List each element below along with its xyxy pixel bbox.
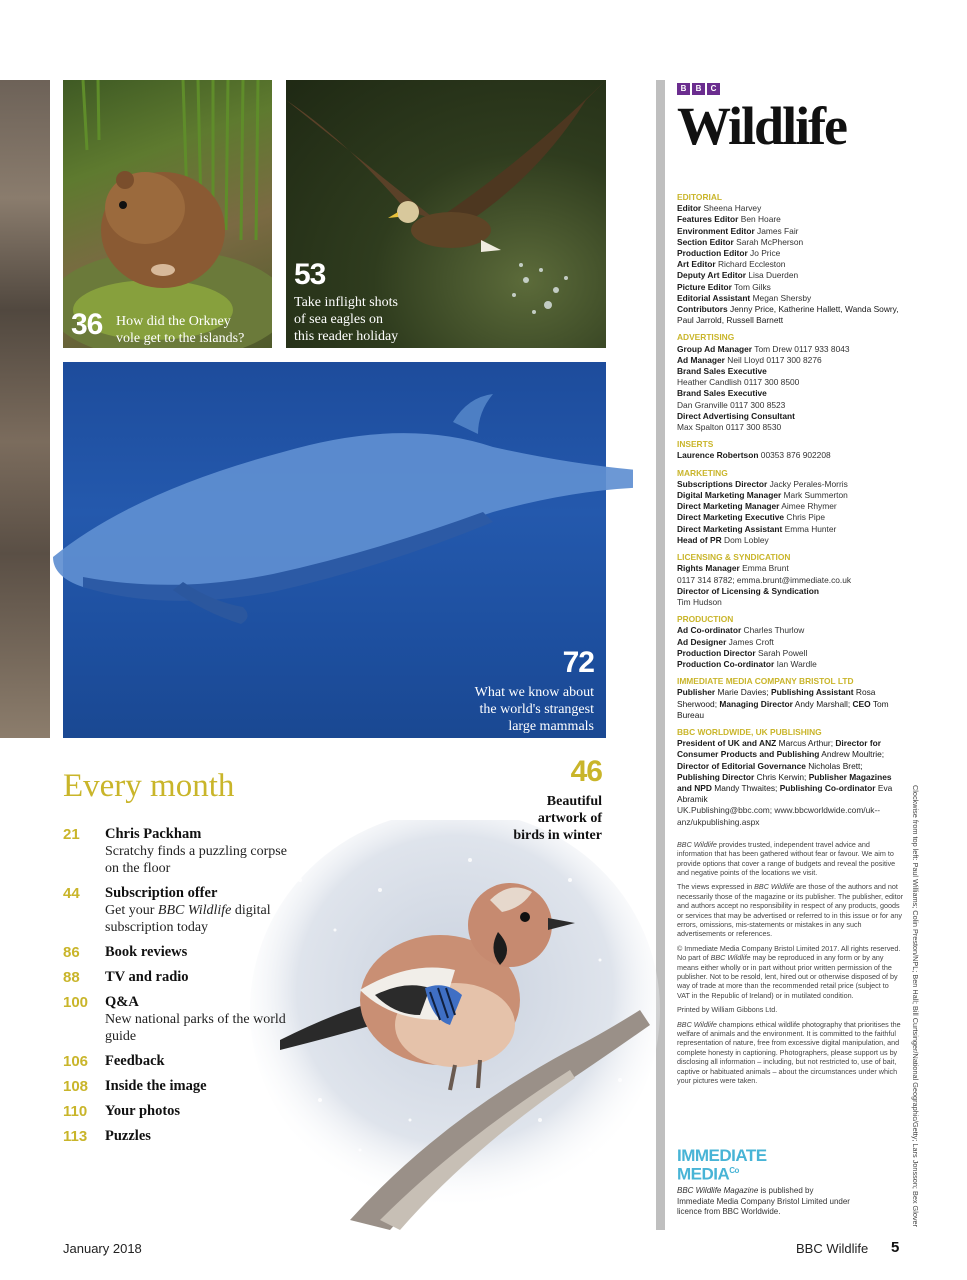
staff-role: Digital Marketing Manager xyxy=(677,490,782,501)
staff-name: Chris Kerwin; xyxy=(756,771,807,782)
staff-row xyxy=(677,659,903,670)
staff-section-heading: LICENSING & SYNDICATION xyxy=(677,552,791,563)
staff-name: Tom Drew 0117 933 8043 xyxy=(754,343,850,354)
list-item-title: Chris Packham xyxy=(105,826,202,842)
staff-row xyxy=(677,490,903,501)
list-item xyxy=(63,944,293,961)
staff-name: Jenny Price, Katherine Hallett, Wanda Sowry, Paul Jarrold, Russell Barnett xyxy=(677,304,899,326)
list-item-body xyxy=(105,885,293,936)
vole-caption-line: How did the Orkney xyxy=(116,314,231,329)
staff-row xyxy=(677,411,903,422)
staff-row xyxy=(677,293,903,304)
staff-role: Publisher Magazines and NPD xyxy=(677,771,892,793)
legal-italic: BBC Wildlife xyxy=(710,953,751,963)
list-item-body xyxy=(105,1128,293,1145)
staff-name: Jo Price xyxy=(750,248,781,259)
list-item-desc-text: digital subscription today xyxy=(105,903,271,935)
staff-row xyxy=(677,203,903,214)
staff-row xyxy=(677,237,903,248)
staff-row xyxy=(677,355,903,366)
staff-row xyxy=(677,270,903,281)
staff-row xyxy=(677,366,903,377)
advertising-rows xyxy=(677,344,903,434)
staff-name: Dom Lobley xyxy=(724,534,769,545)
list-item-desc xyxy=(105,902,293,936)
vole-caption xyxy=(116,313,244,347)
legal-text: may be reproduced in any form or by any means either wholly or in part without prior written permission of the publisher. Not to be resold, lent, hired out or otherwise disposed of by way of trade at more than the recommended retail price (subject to VAT in the Republic of Ireland) or in mutilated condition. xyxy=(677,953,898,1000)
eagle-caption-line: this reader holiday xyxy=(294,329,399,344)
staff-name: Dan Granville 0117 300 8523 xyxy=(677,399,786,410)
list-item-title: Inside the image xyxy=(105,1078,207,1094)
staff-role: Laurence Robertson xyxy=(677,450,759,461)
list-item-body xyxy=(105,994,293,1045)
eagle-caption-line: of sea eagles on xyxy=(294,312,384,327)
staff-name: Chris Pipe xyxy=(786,512,826,523)
staff-row xyxy=(677,637,903,648)
jay-caption xyxy=(470,793,602,844)
staff-name: Neil Lloyd 0117 300 8276 xyxy=(727,354,822,365)
photo-credits-text: Clockwise from top left: Paul Williams; Colin Preston/NPL; Ben Hall; Bill Curtsinger/National Geographic/Getty; Lars Jonsson; Bex Glover xyxy=(911,785,920,1228)
staff-name: Sarah McPherson xyxy=(736,236,804,247)
staff-row xyxy=(677,625,903,636)
staff-row xyxy=(677,248,903,259)
staff-row xyxy=(677,563,903,574)
staff-section-heading: IMMEDIATE MEDIA COMPANY BRISTOL LTD xyxy=(677,676,854,687)
staff-role: Managing Director xyxy=(719,698,793,709)
list-item-page: 108 xyxy=(63,1078,89,1095)
list-item-page: 21 xyxy=(63,826,80,843)
list-item-desc-italic: BBC Wildlife xyxy=(157,903,232,918)
staff-name: Aimee Rhymer xyxy=(781,501,837,512)
jay-caption-line: Beautiful xyxy=(546,794,602,809)
inserts-rows xyxy=(677,450,903,461)
staff-section-heading: ADVERTISING xyxy=(677,332,735,343)
staff-row xyxy=(677,259,903,270)
legal-paragraph xyxy=(677,944,903,1000)
staff-name: Mark Summerton xyxy=(783,490,848,501)
staff-name: Sarah Powell xyxy=(757,647,808,658)
staff-name: Emma Brunt xyxy=(742,563,789,574)
eagle-caption xyxy=(294,294,398,345)
production-rows xyxy=(677,625,903,670)
bbc-worldwide-contact: UK.Publishing@bbc.com; www.bbcworldwide.com/uk--anz/ukpublishing.aspx xyxy=(677,805,881,827)
staff-row xyxy=(677,214,903,225)
staff-name: Tom Bureau xyxy=(677,698,889,720)
legal-paragraph xyxy=(677,1020,903,1086)
staff-name: Richard Eccleston xyxy=(717,259,786,270)
staff-role: Direct Marketing Executive xyxy=(677,512,785,523)
staff-row xyxy=(677,535,903,546)
staff-role: Production Editor xyxy=(677,248,748,259)
whale-caption-line: large mammals xyxy=(508,719,594,734)
list-item-title: Feedback xyxy=(105,1053,165,1069)
vole-photo xyxy=(63,80,272,348)
staff-role: Editorial Assistant xyxy=(677,292,751,303)
staff-name: James Croft xyxy=(728,636,774,647)
staff-name: Lisa Duerden xyxy=(748,270,799,281)
staff-role: Direct Marketing Assistant xyxy=(677,523,783,534)
immediate-media-logo xyxy=(677,1148,767,1182)
staff-role: Publishing Assistant xyxy=(771,687,854,698)
staff-section-heading: INSERTS xyxy=(677,439,714,450)
logo-line xyxy=(677,1163,767,1182)
staff-role: Art Editor xyxy=(677,259,716,270)
list-item xyxy=(63,1128,293,1145)
whale-caption xyxy=(475,684,594,735)
staff-role: President of UK and ANZ xyxy=(677,738,777,749)
staff-row xyxy=(677,575,903,586)
staff-role: Publishing Director xyxy=(677,771,755,782)
staff-name: Tom Gilks xyxy=(734,281,771,292)
staff-name: 00353 876 902208 xyxy=(760,450,831,461)
list-item xyxy=(63,1078,293,1095)
staff-role: Environment Editor xyxy=(677,225,755,236)
legal-text: are those of the authors and not necessarily those of the magazine or its publisher. The publisher, editor and authors accept no responsibility in respect of any products, goods or services that may be advertised or referred to in this issue or for any errors, omissions, mis-statements or mistakes in any such advertisements or references. xyxy=(677,882,904,939)
legal-text: provides trusted, independent travel advice and information that has been gathered without fear or favour. We aim to provide options that cover a range of budgets and reveal the positive and negative points of the locations we visit. xyxy=(677,839,896,877)
contributors xyxy=(677,304,903,326)
footer-title: BBC Wildlife xyxy=(796,1241,869,1256)
list-item-page: 86 xyxy=(63,944,80,961)
list-item xyxy=(63,826,293,877)
staff-name: Sheena Harvey xyxy=(703,203,762,214)
staff-role: Deputy Art Editor xyxy=(677,270,747,281)
list-item-body xyxy=(105,1103,293,1120)
list-item-page: 88 xyxy=(63,969,80,986)
staff-section-heading: PRODUCTION xyxy=(677,614,734,625)
staff-row xyxy=(677,226,903,237)
legal-paragraph xyxy=(677,882,903,938)
list-item-title: Puzzles xyxy=(105,1128,151,1144)
staff-role: Features Editor xyxy=(677,214,739,225)
list-item xyxy=(63,1053,293,1070)
staff-name: Eva Abramik xyxy=(677,782,893,805)
staff-role: Direct Marketing Manager xyxy=(677,501,780,512)
staff-role: Direct Advertising Consultant xyxy=(677,410,795,421)
staff-name: Andrew Moultrie; xyxy=(821,749,885,760)
jay-drawing xyxy=(240,820,660,1230)
staff-role: Publisher xyxy=(677,687,716,698)
list-item-page: 44 xyxy=(63,885,80,902)
list-item-title: Subscription offer xyxy=(105,885,218,901)
staff-name: Ben Hoare xyxy=(740,214,781,225)
bbc-logo xyxy=(677,83,720,95)
staff-row xyxy=(677,512,903,523)
jay-caption-line: birds in winter xyxy=(513,828,602,843)
staff-role: Rights Manager xyxy=(677,563,740,574)
eagle-photo xyxy=(286,80,606,348)
staff-role: Ad Manager xyxy=(677,354,725,365)
staff-row xyxy=(677,282,903,293)
every-month-list xyxy=(63,826,293,1153)
staff-name: Mandy Thwaites; xyxy=(714,782,778,793)
legal-text: The views expressed in xyxy=(677,882,755,892)
staff-name: Emma Hunter xyxy=(784,523,837,534)
bbc-logo-block: B xyxy=(692,83,705,95)
list-item-desc-text: Get your xyxy=(105,903,158,918)
staff-role: Group Ad Manager xyxy=(677,343,753,354)
whale-illustration xyxy=(23,362,633,738)
staff-role: Ad Designer xyxy=(677,636,727,647)
staff-name: Nicholas Brett; xyxy=(808,760,863,771)
legal-text: champions ethical wildlife photography that prioritises the welfare of animals and the environment. It is committed to the faithful representation of nature, free from excessive digital manipulation, and complete honesty in captioning. Photographers, please support us by disclosing all information – including, but not restricted to, use of bait, captive or habituated animals – about the circumstances under which your pictures were taken. xyxy=(677,1019,901,1086)
staff-role: Director for Consumer Products and Publishing xyxy=(677,738,881,760)
bbc-worldwide-staff xyxy=(677,738,903,805)
publisher-note xyxy=(677,1186,852,1218)
list-item-desc: Scratchy finds a puzzling corpse on the floor xyxy=(105,844,287,876)
licensing-rows xyxy=(677,563,903,608)
staff-role: Director of Licensing & Syndication xyxy=(677,585,819,596)
staff-row xyxy=(677,479,903,490)
staff-section-heading: EDITORIAL xyxy=(677,192,722,202)
staff-list xyxy=(677,192,903,1086)
jay-caption-line: artwork of xyxy=(537,811,602,826)
legal-italic: BBC Wildlife xyxy=(754,882,794,892)
staff-name: Charles Thurlow xyxy=(743,625,805,636)
staff-row xyxy=(677,586,903,597)
vole-page-number: 36 xyxy=(71,308,103,341)
publisher-note-italic: BBC Wildlife Magazine xyxy=(677,1186,759,1195)
staff-role: Contributors xyxy=(677,304,728,315)
photo-credits xyxy=(910,785,922,1228)
masthead-title: Wildlife xyxy=(677,96,847,156)
editorial-rows xyxy=(677,203,903,304)
staff-name: Megan Shersby xyxy=(752,292,812,303)
staff-name: Andy Marshall; xyxy=(794,698,851,709)
whale-caption-line: the world's strangest xyxy=(479,702,594,717)
staff-role: Ad Co-ordinator xyxy=(677,625,742,636)
staff-role: Brand Sales Executive xyxy=(677,366,767,377)
staff-name: Ian Wardle xyxy=(776,658,817,669)
list-item-page: 100 xyxy=(63,994,89,1011)
list-item-title: Book reviews xyxy=(105,944,188,960)
staff-name: Marie Davies; xyxy=(717,687,769,698)
staff-row xyxy=(677,400,903,411)
staff-role: Production Director xyxy=(677,647,756,658)
list-item-title: Q&A xyxy=(105,994,139,1010)
jay-illustration xyxy=(240,820,660,1230)
legal-paragraph xyxy=(677,840,903,878)
staff-section-heading: BBC WORLDWIDE, UK PUBLISHING xyxy=(677,726,822,737)
list-item xyxy=(63,1103,293,1120)
staff-role: Brand Sales Executive xyxy=(677,388,767,399)
whale-photo xyxy=(63,362,606,738)
list-item xyxy=(63,885,293,936)
staff-name: James Fair xyxy=(757,225,799,236)
publisher-note-text: is published by Immediate Media Company Bristol Limited under licence from BBC Worldwide. xyxy=(677,1186,850,1216)
list-item-title: TV and radio xyxy=(105,969,189,985)
staff-role: Editor xyxy=(677,203,702,214)
footer-date: January 2018 xyxy=(63,1241,142,1256)
staff-name: Rosa Sherwood; xyxy=(677,687,876,709)
staff-section-heading: MARKETING xyxy=(677,467,728,478)
logo-line: IMMEDIATE xyxy=(677,1146,767,1165)
staff-role: Production Co-ordinator xyxy=(677,658,775,669)
legal-italic: BBC Wildlife xyxy=(677,1019,717,1029)
staff-row xyxy=(677,524,903,535)
staff-role: CEO xyxy=(852,698,871,709)
list-item xyxy=(63,994,293,1045)
staff-row xyxy=(677,422,903,433)
list-item-body xyxy=(105,1053,293,1070)
staff-name: Max Spalton 0117 300 8530 xyxy=(677,422,782,433)
list-item-body xyxy=(105,944,293,961)
staff-row xyxy=(677,501,903,512)
staff-name: Marcus Arthur; xyxy=(778,738,834,749)
staff-name: 0117 314 8782; emma.brunt@immediate.co.uk xyxy=(677,574,852,585)
page-number: 5 xyxy=(891,1239,900,1256)
every-month-heading: Every month xyxy=(63,768,235,804)
staff-row xyxy=(677,388,903,399)
vole-caption-line: vole get to the islands? xyxy=(116,331,245,346)
staff-name: Heather Candlish 0117 300 8500 xyxy=(677,377,800,388)
staff-name: Jacky Perales-Morris xyxy=(769,478,848,489)
list-item-body xyxy=(105,826,293,877)
logo-sup: Co xyxy=(729,1166,739,1175)
list-item-body xyxy=(105,969,293,986)
list-item-page: 113 xyxy=(63,1128,88,1145)
staff-row xyxy=(677,377,903,388)
whale-caption-line: What we know about xyxy=(474,685,594,700)
staff-row xyxy=(677,450,903,461)
list-item-page: 106 xyxy=(63,1053,89,1070)
bbc-logo-block: B xyxy=(677,83,690,95)
bbc-logo-block: C xyxy=(707,83,720,95)
immediate-staff xyxy=(677,687,903,721)
staff-role: Picture Editor xyxy=(677,281,732,292)
staff-role: Publishing Co-ordinator xyxy=(779,782,876,793)
list-item-title: Your photos xyxy=(105,1103,181,1119)
eagle-caption-line: Take inflight shots xyxy=(294,295,399,310)
staff-role: Director of Editorial Governance xyxy=(677,760,806,771)
staff-role: Section Editor xyxy=(677,236,734,247)
staff-role: Subscriptions Director xyxy=(677,478,768,489)
jay-page-number: 46 xyxy=(570,755,602,788)
staff-row xyxy=(677,344,903,355)
staff-row xyxy=(677,648,903,659)
list-item-page: 110 xyxy=(63,1103,88,1120)
printer-note: Printed by William Gibbons Ltd. xyxy=(677,1005,778,1015)
list-item xyxy=(63,969,293,986)
staff-row xyxy=(677,597,903,608)
marketing-rows xyxy=(677,479,903,546)
legal-text: © Immediate Media Company Bristol Limited 2017. All rights reserved. No part of xyxy=(677,943,901,963)
eagle-page-number: 53 xyxy=(294,258,326,291)
legal-italic: BBC Wildlife xyxy=(677,839,717,849)
staff-name: Tim Hudson xyxy=(677,596,722,607)
list-item-desc: New national parks of the world guide xyxy=(105,1012,286,1044)
staff-role: Head of PR xyxy=(677,534,722,545)
logo-word: MEDIA xyxy=(677,1164,730,1184)
whale-page-number: 72 xyxy=(562,646,594,679)
list-item-body xyxy=(105,1078,293,1095)
